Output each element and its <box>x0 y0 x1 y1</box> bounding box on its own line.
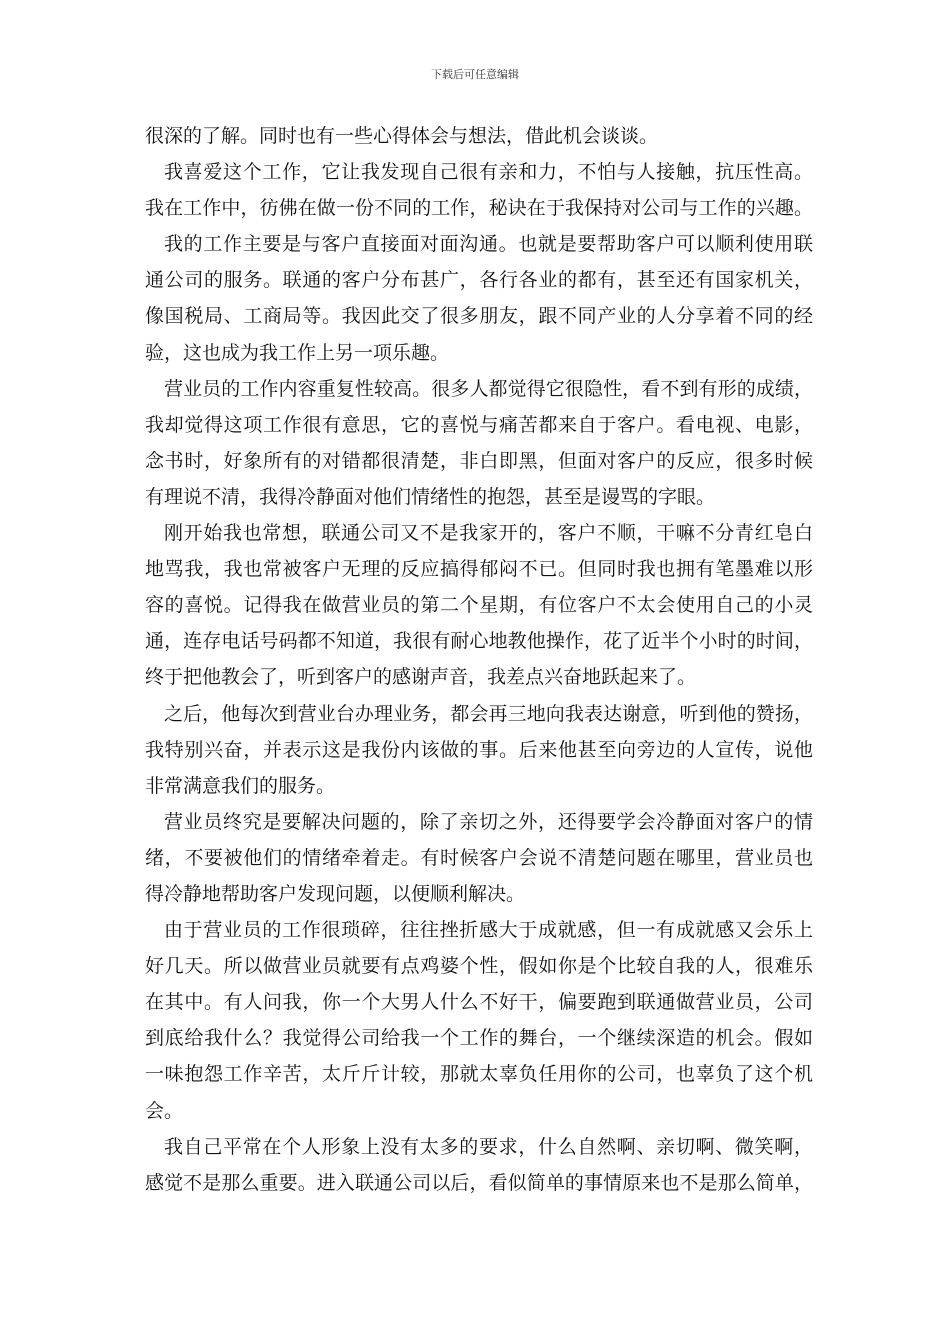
text-line: 终于把他教会了，听到客户的感谢声音，我差点兴奋地跃起来了。 <box>145 666 697 689</box>
text-line: 会。 <box>145 1099 184 1122</box>
text-line: 我喜爱这个工作，它让我发现自己很有亲和力，不怕与人接触，抗压性高。 <box>164 161 813 184</box>
text-line: 我在工作中，彷佛在做一份不同的工作，秘诀在于我保持对公司与工作的兴趣。 <box>145 197 813 220</box>
text-line: 有理说不清，我得冷静面对他们情绪性的抱怨，甚至是谩骂的字眼。 <box>145 485 716 508</box>
text-line: 刚开始我也常想，联通公司又不是我家开的，客户不顺，干嘛不分青红皂白 <box>164 522 813 545</box>
text-line: 验，这也成为我工作上另一项乐趣。 <box>145 341 450 364</box>
text-line: 念书时，好象所有的对错都很清楚，非白即黑，但面对客户的反应，很多时候 <box>145 449 813 472</box>
text-line: 在其中。有人问我，你一个大男人什么不好干，偏要跑到联通做营业员，公司 <box>145 991 813 1014</box>
text-line: 通，连存电话号码都不知道，我很有耐心地教他操作，花了近半个小时的时间， <box>145 630 813 653</box>
text-line: 绪，不要被他们的情绪牵着走。有时候客户会说不清楚问题在哪里，营业员也 <box>145 846 813 869</box>
text-line: 之后，他每次到营业台办理业务，都会再三地向我表达谢意，听到他的赞扬， <box>164 702 813 725</box>
text-line: 通公司的服务。联通的客户分布甚广，各行各业的都有，甚至还有国家机关， <box>145 269 813 292</box>
page-header: 下载后可任意编辑 <box>431 68 519 81</box>
text-line: 感觉不是那么重要。进入联通公司以后，看似简单的事情原来也不是那么简单， <box>145 1171 813 1194</box>
text-line: 得冷静地帮助客户发现问题，以便顺利解决。 <box>145 882 526 905</box>
text-line: 我特别兴奋，并表示这是我份内该做的事。后来他甚至向旁边的人宣传，说他 <box>145 738 813 761</box>
text-line: 地骂我，我也常被客户无理的反应搞得郁闷不已。但同时我也拥有笔墨难以形 <box>145 558 813 581</box>
text-line: 容的喜悦。记得我在做营业员的第二个星期，有位客户不太会使用自己的小灵 <box>145 594 813 617</box>
text-line: 很深的了解。同时也有一些心得体会与想法，借此机会谈谈。 <box>145 125 659 147</box>
text-line: 我的工作主要是与客户直接面对面沟通。也就是要帮助客户可以顺利使用联 <box>164 233 813 256</box>
text-line: 营业员的工作内容重复性较高。很多人都觉得它很隐性，看不到有形的成绩， <box>164 377 813 400</box>
text-line: 由于营业员的工作很琐碎，往往挫折感大于成就感，但一有成就感又会乐上 <box>164 919 813 942</box>
text-line: 非常满意我们的服务。 <box>145 774 336 797</box>
text-line: 像国税局、工商局等。我因此交了很多朋友，跟不同产业的人分享着不同的经 <box>145 305 813 328</box>
text-line: 到底给我什么？我觉得公司给我一个工作的舞台，一个继续深造的机会。假如 <box>145 1027 813 1050</box>
body-text <box>145 118 813 1201</box>
text-line: 我自己平常在个人形象上没有太多的要求，什么自然啊、亲切啊、微笑啊， <box>164 1135 813 1158</box>
text-line: 一味抱怨工作辛苦，太斤斤计较，那就太辜负任用你的公司，也辜负了这个机 <box>145 1063 813 1086</box>
text-line: 我却觉得这项工作很有意思，它的喜悦与痛苦都来自于客户。看电视、电影， <box>145 413 813 436</box>
text-line: 营业员终究是要解决问题的，除了亲切之外，还得要学会冷静面对客户的情 <box>164 810 813 833</box>
text-line: 好几天。所以做营业员就要有点鸡婆个性，假如你是个比较自我的人，很难乐 <box>145 955 813 978</box>
